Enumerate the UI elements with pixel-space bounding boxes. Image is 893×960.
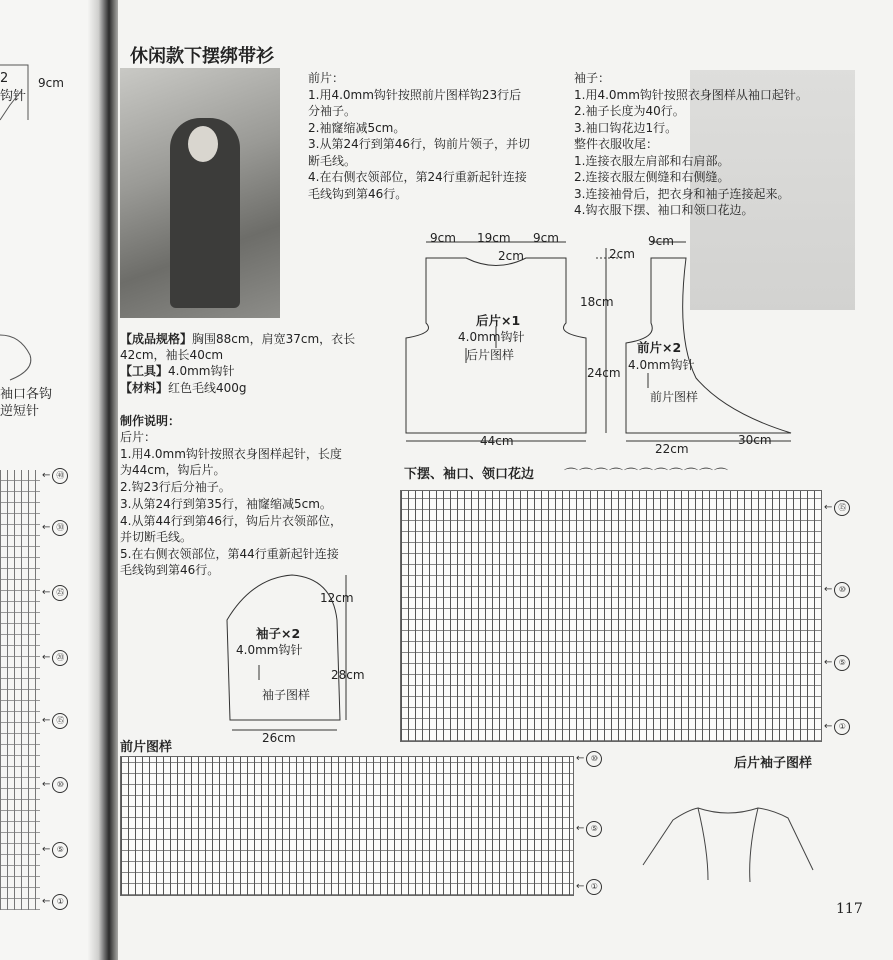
left-row-15: ← ⑮ [42,713,68,729]
shell-edging-motif: ⌒⌒⌒⌒⌒⌒⌒⌒⌒⌒⌒ [564,468,729,484]
instr-front-2: 2.袖窿缩减5cm。 [308,121,406,135]
back-needle: 4.0mm钩针 [458,330,525,344]
back-sleeve-pattern-title: 后片袖子图样 [734,756,813,771]
hem-section-title: 下摆、袖口、领口花边 [404,467,535,482]
book-gutter [88,0,118,960]
left-fragment-needle: 2 钩针 [0,71,27,104]
back-dim-width: 44cm [480,434,514,448]
left-fragment-curve [0,325,50,385]
hem-row-15: ← ⑮ [824,500,850,516]
instr-back-4: 4.从第44行到第46行，钩后片衣领部位， [120,514,342,528]
tool-line: 【工具】4.0mm钩针 [120,364,235,378]
instr-sleeve-1: 1.用4.0mm钩针按照衣身图样从袖口起针。 [574,88,808,102]
back-dim-top-mid: 19cm [477,231,511,245]
instr-back-1: 1.用4.0mm钩针按照衣身图样起针，长度 [120,447,342,461]
left-page-chart [0,470,40,910]
front-dim-body: 24cm [587,366,621,380]
back-sleeve-outline [638,790,818,890]
instr-front-1b: 分袖子。 [308,104,357,118]
sleeve-dim-length: 28cm [331,668,365,682]
instr-back-5b: 毛线钩到第46行。 [120,563,220,577]
front-pattern-title: 前片图样 [120,740,173,755]
hem-row-5: ← ⑤ [824,655,850,671]
hem-row-10: ← ⑩ [824,582,850,598]
spec-line-2: 42cm，袖长40cm [120,348,224,362]
left-fragment-shape [0,60,40,130]
left-dim-9cm: 9cm [38,76,64,90]
sleeve-pattern-ref: 袖子图样 [262,688,311,702]
instr-front-4: 4.在右侧衣领部位，第24行重新起针连接 [308,170,527,184]
front-dim-width2: 30cm [738,433,772,447]
material-line: 【材料】红色毛线400g [120,381,247,395]
back-dim-top-right: 9cm [533,231,559,245]
sleeve-dim-width: 26cm [262,731,296,745]
back-piece-name: 后片×1 [476,313,521,328]
instr-back-2: 2.钩23行后分袖子。 [120,480,231,494]
sleeve-needle: 4.0mm钩针 [236,643,303,657]
left-row-5: ← ⑤ [42,842,68,858]
instr-front-4b: 毛线钩到第46行。 [308,187,408,201]
front-pattern-ref: 前片图样 [650,390,699,404]
left-fragment-sleeve-note: 袖口各钩 逆短针 [0,387,53,419]
front-dim-width1: 22cm [655,442,689,456]
front-piece-name: 前片×2 [637,340,682,355]
finishing-heading: 整件衣服收尾： [574,137,659,151]
front-dim-shoulder: 2cm [609,247,635,261]
front-needle: 4.0mm钩针 [628,358,695,372]
instr-finish-2: 2.连接衣服左侧缝和右侧缝。 [574,170,730,184]
instr-front-3: 3.从第24行到第46行，钩前片领子，并切 [308,137,530,151]
hem-stitch-chart [400,490,822,742]
back-pattern-ref: 后片图样 [466,348,515,362]
instr-back-3: 3.从第24行到第35行，袖窿缩减5cm。 [120,497,332,511]
back-dim-neck: 2cm [498,249,524,263]
spec-line: 【成品规格】胸围88cm，肩宽37cm，衣长 [120,332,356,346]
front-stitch-chart [120,756,574,896]
instr-finish-1: 1.连接衣服左肩部和右肩部。 [574,154,730,168]
instr-back-1b: 为44cm，钩后片。 [120,463,226,477]
sleeve-piece-name: 袖子×2 [256,626,301,641]
front-dim-top: 9cm [648,234,674,248]
left-page [0,0,92,960]
front-row-1: ← ① [576,879,602,895]
left-row-25: ← ㉕ [42,585,68,601]
front-heading: 前片： [308,71,345,85]
instr-back-4b: 并切断毛线。 [120,530,193,544]
instr-sleeve-3: 3.袖口钩花边1行。 [574,121,678,135]
instr-back-5: 5.在右侧衣领部位，第44行重新起针连接 [120,547,339,561]
back-dim-top-left: 9cm [430,231,456,245]
back-sub-heading: 后片： [120,430,157,444]
instr-finish-3: 3.连接袖骨后，把衣身和袖子连接起来。 [574,187,790,201]
page-title: 休闲款下摆绑带衫 [130,46,274,67]
page-number: 117 [836,901,863,917]
left-row-10: ← ⑩ [42,777,68,793]
sleeve-dim-cap: 12cm [320,591,354,605]
left-row-40: ← ㊵ [42,468,68,484]
left-row-20: ← ⑳ [42,650,68,666]
schematic-back-front [396,228,796,458]
instr-sleeve-2: 2.袖子长度为40行。 [574,104,685,118]
front-row-5: ← ⑤ [576,821,602,837]
hem-row-1: ← ① [824,719,850,735]
model-photo [120,68,280,318]
instr-front-3b: 断毛线。 [308,154,357,168]
instr-front-1: 1.用4.0mm钩针按照前片图样钩23行后 [308,88,522,102]
instr-finish-4: 4.钩衣服下摆、袖口和领口花边。 [574,203,754,217]
instructions-heading: 制作说明： [120,414,181,428]
left-row-30: ← ㉚ [42,520,68,536]
left-row-1: ← ① [42,894,68,910]
front-dim-armhole: 18cm [580,295,614,309]
sleeve-heading: 袖子： [574,71,611,85]
front-row-10: ← ⑩ [576,751,602,767]
